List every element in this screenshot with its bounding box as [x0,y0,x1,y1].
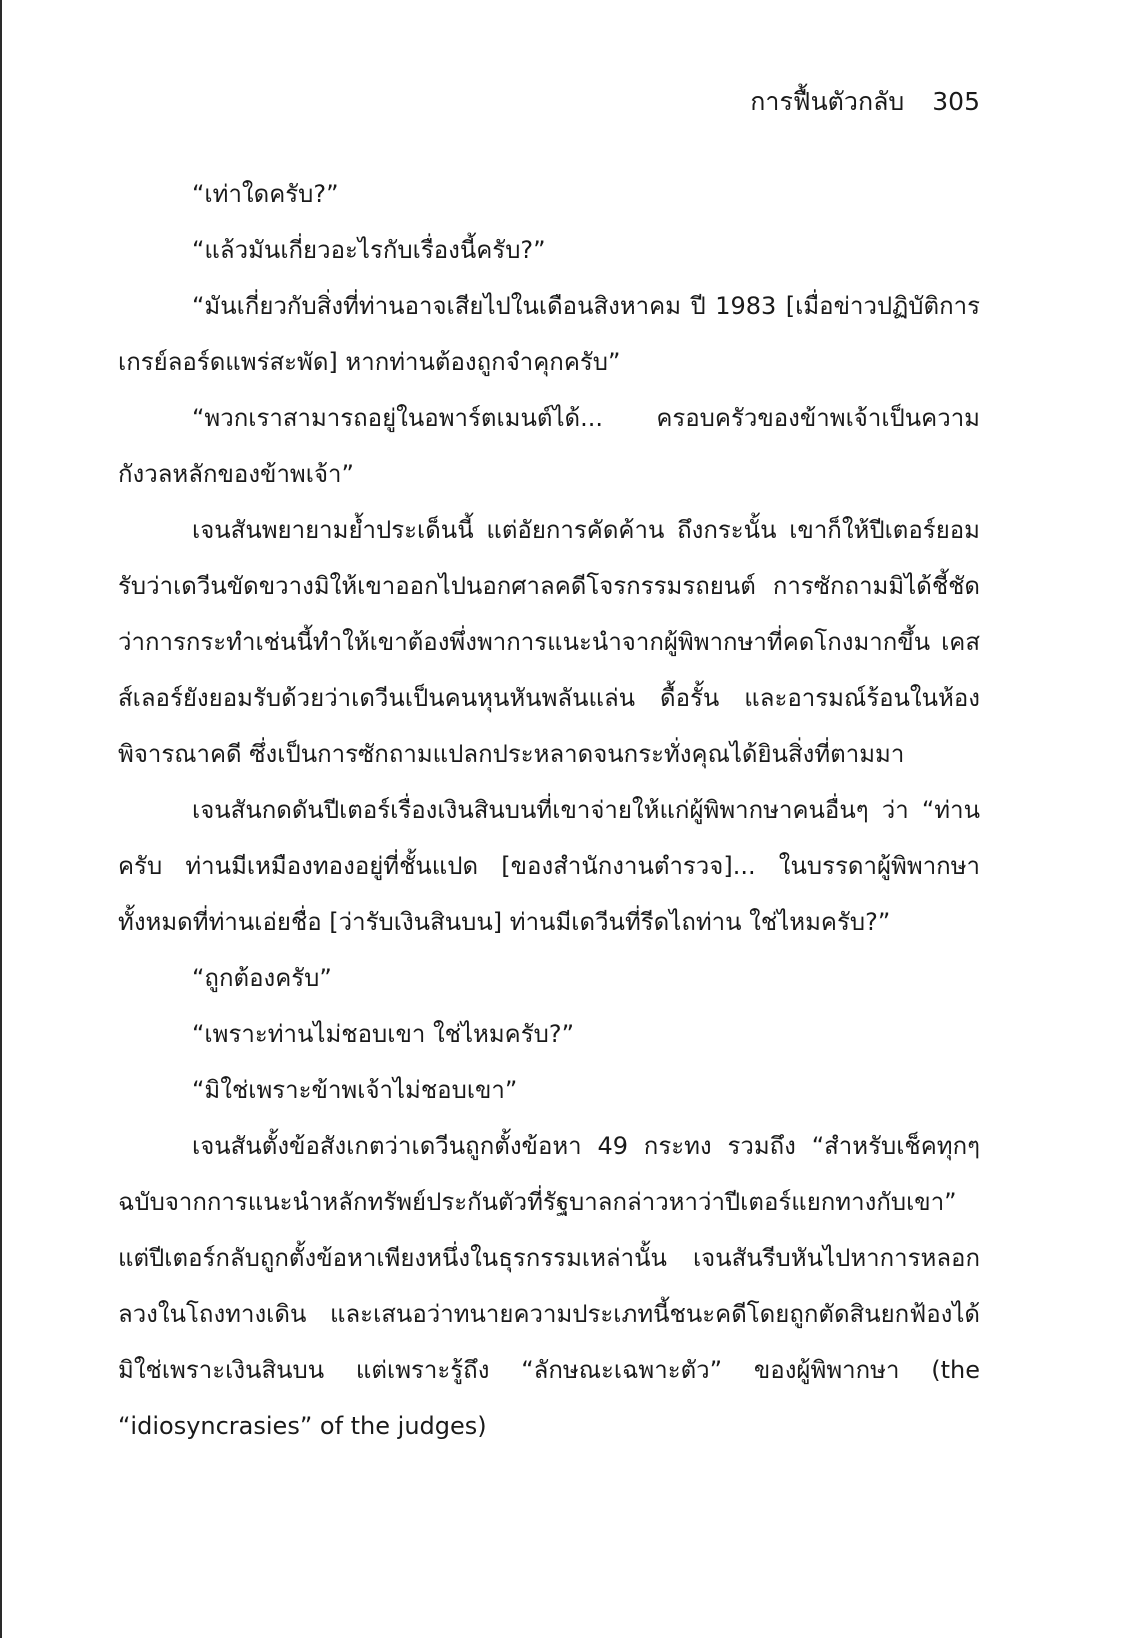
paragraph: เจนสันตั้งข้อสังเกตว่าเดวีนถูกตั้งข้อหา 49 กระทง รวมถึง “สำหรับเช็คทุกๆ ฉบับจากการแนะนำหลักทรัพย์ประกันตัวที่รัฐบาลกล่าวหาว่าปีเตอร์แยกทางกับเขา” แต่ปีเตอร์กลับถูกตั้งข้อหาเพียงหนึ่งในธุรกรรมเหล่านั้น เจนสันรีบหันไปหาการหลอกลวงในโถงทางเดิน และเสนอว่าทนายความประเภทนี้ชนะคดีโดยถูกตัดสินยกฟ้องได้มิใช่เพราะเงินสินบน แต่เพราะรู้ถึง “ลักษณะเฉพาะตัว” ของผู้พิพากษา (the “idiosyncrasies” of the judges) [118,1132,980,1440]
paragraph: “แล้วมันเกี่ยวอะไรกับเรื่องนี้ครับ?” [192,236,546,264]
paragraph: “มิใช่เพราะข้าพเจ้าไม่ชอบเขา” [192,1076,518,1104]
chapter-title: การฟื้นตัวกลับ [750,87,905,116]
running-header [750,84,980,120]
paragraph: “ถูกต้องครับ” [192,964,332,992]
page-number: 305 [932,87,980,116]
paragraph: “เพราะท่านไม่ชอบเขา ใช่ไหมครับ?” [192,1020,575,1048]
paragraph: “พวกเราสามารถอยู่ในอพาร์ตเมนต์ได้... ครอบครัวของข้าพเจ้าเป็นความกังวลหลักของข้าพเจ้า” [118,404,980,488]
paragraph: “เท่าใดครับ?” [192,180,339,208]
body-text [118,166,980,1454]
paragraph: เจนสันกดดันปีเตอร์เรื่องเงินสินบนที่เขาจ่ายให้แก่ผู้พิพากษาคนอื่นๆ ว่า “ท่านครับ ท่านมีเหมืองทองอยู่ที่ชั้นแปด [ของสำนักงานตำรวจ]... ในบรรดาผู้พิพากษาทั้งหมดที่ท่านเอ่ยชื่อ [ว่ารับเงินสินบน] ท่านมีเดวีนที่รีดไถท่าน ใช่ไหมครับ?” [118,796,980,936]
paragraph: “มันเกี่ยวกับสิ่งที่ท่านอาจเสียไปในเดือนสิงหาคม ปี 1983 [เมื่อข่าวปฏิบัติการเกรย์ลอร์ดแพร่สะพัด] หากท่านต้องถูกจำคุกครับ” [118,292,980,376]
paragraph: เจนสันพยายามย้ำประเด็นนี้ แต่อัยการคัดค้าน ถึงกระนั้น เขาก็ให้ปีเตอร์ยอมรับว่าเดวีนขัดขวางมิให้เขาออกไปนอกศาลคดีโจรกรรมรถยนต์ การซักถามมิได้ชี้ชัดว่าการกระทำเช่นนี้ทำให้เขาต้องพึ่งพาการแนะนำจากผู้พิพากษาที่คดโกงมากขึ้น เคสส์เลอร์ยังยอมรับด้วยว่าเดวีนเป็นคนหุนหันพลันแล่น ดื้อรั้น และอารมณ์ร้อนในห้องพิจารณาคดี ซึ่งเป็นการซักถามแปลกประหลาดจนกระทั่งคุณได้ยินสิ่งที่ตามมา [118,516,980,768]
page-edge-line [0,0,2,1638]
